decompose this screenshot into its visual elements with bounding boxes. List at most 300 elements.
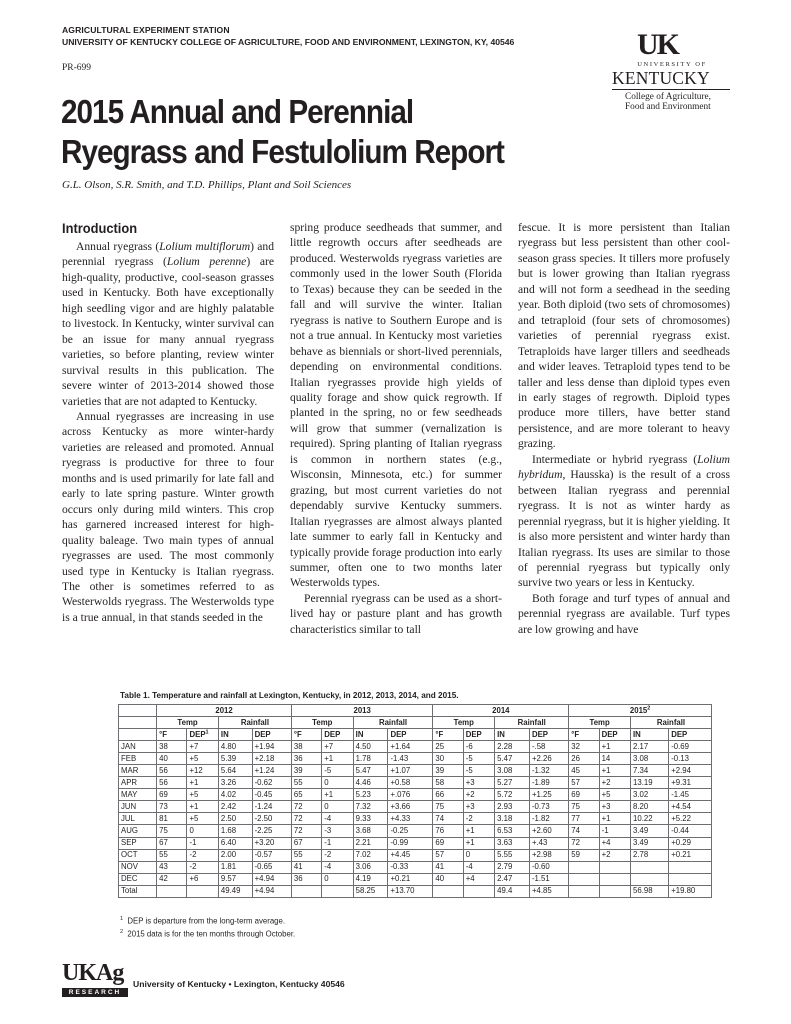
table-cell: +4.94	[252, 873, 291, 885]
month-cell: JUL	[119, 813, 157, 825]
table-cell: 76	[433, 825, 463, 837]
table-cell	[291, 885, 321, 897]
table-cell: +5	[187, 789, 218, 801]
dep-header	[322, 729, 353, 741]
table-cell: +1.07	[388, 765, 433, 777]
table-cell: 41	[291, 861, 321, 873]
research-bar: RESEARCH	[62, 988, 128, 997]
table-cell: 77	[569, 813, 599, 825]
table-cell: 69	[157, 789, 187, 801]
table-cell: 40	[433, 873, 463, 885]
table-cell: +3	[463, 777, 494, 789]
table-cell: -4	[322, 813, 353, 825]
logo-kentucky: KENTUCKY	[612, 68, 710, 88]
table-cell: 2.79	[495, 861, 530, 873]
table-cell: 32	[569, 741, 599, 753]
table-cell: +4.33	[388, 813, 433, 825]
table-row	[119, 825, 712, 837]
p1-text-b: ) and perennial ryegrass (	[62, 240, 274, 269]
table-cell: -1.45	[669, 789, 712, 801]
table-row	[119, 777, 712, 789]
table-row	[119, 849, 712, 861]
table-cell: +5.22	[669, 813, 712, 825]
table-cell: +7	[322, 741, 353, 753]
table-cell: -5	[463, 765, 494, 777]
month-cell: FEB	[119, 753, 157, 765]
station-header: AGRICULTURAL EXPERIMENT STATION	[62, 25, 230, 35]
table-cell: 38	[291, 741, 321, 753]
table-cell: 75	[569, 801, 599, 813]
table-cell: -1	[187, 837, 218, 849]
table-cell: 38	[157, 741, 187, 753]
table-cell: 36	[291, 753, 321, 765]
table-cell: 3.49	[631, 837, 669, 849]
p4-text-a: Intermediate or hybrid ryegrass (	[532, 452, 698, 466]
table-cell: 1.78	[353, 753, 388, 765]
table-cell: +4.54	[669, 801, 712, 813]
table-cell: +12	[187, 765, 218, 777]
table-cell: 39	[433, 765, 463, 777]
table-cell: +1	[322, 789, 353, 801]
sub-header-label: DEP	[601, 729, 618, 739]
table-cell: 3.26	[218, 777, 252, 789]
table-cell: 13.19	[631, 777, 669, 789]
table-cell: +2.18	[252, 753, 291, 765]
table-cell: -0.33	[388, 861, 433, 873]
table-cell: -6	[463, 741, 494, 753]
table-cell: +2.60	[529, 825, 568, 837]
page-title	[61, 92, 529, 172]
table-cell: 1.68	[218, 825, 252, 837]
table-cell: -0.57	[252, 849, 291, 861]
table-cell: -2.50	[252, 813, 291, 825]
logo-college-line2: Food and Environment	[625, 102, 711, 112]
sub-header-label: DEP	[390, 729, 407, 739]
sub-header-label: °F	[435, 729, 444, 739]
paragraph-3: Perennial ryegrass can be used as a short-lived hay or pasture plant and has growth characteristics similar to tall	[290, 591, 502, 636]
table-cell: -1.51	[529, 873, 568, 885]
table-cell: 65	[291, 789, 321, 801]
table-cell: 0	[463, 849, 494, 861]
table-cell: 3.49	[631, 825, 669, 837]
table-cell: 42	[157, 873, 187, 885]
sub-header-label: DEP	[465, 729, 482, 739]
table-cell: -0.45	[252, 789, 291, 801]
table-cell: -0.62	[252, 777, 291, 789]
college-address-header: UNIVERSITY OF KENTUCKY COLLEGE OF AGRICULTURE, FOOD AND ENVIRONMENT, LEXINGTON, KY, 40546	[62, 37, 515, 47]
table-cell	[669, 861, 712, 873]
table-cell: 57	[433, 849, 463, 861]
table-cell: +1	[599, 813, 630, 825]
table-cell: 9.57	[218, 873, 252, 885]
table-row	[119, 837, 712, 849]
table-cell: +9.31	[669, 777, 712, 789]
footnote-1-number: 1	[120, 916, 124, 922]
table-cell: 0	[322, 777, 353, 789]
month-cell: Total	[119, 885, 157, 897]
year-header: 2013	[291, 705, 432, 717]
table-cell: 3.63	[495, 837, 530, 849]
table-cell: -2	[463, 813, 494, 825]
table-cell: 5.47	[495, 753, 530, 765]
table-cell: 26	[569, 753, 599, 765]
table-cell	[569, 861, 599, 873]
table-row	[119, 741, 712, 753]
table-cell: +0.21	[388, 873, 433, 885]
table-cell: -1.82	[529, 813, 568, 825]
table-cell	[599, 861, 630, 873]
table-cell: 81	[157, 813, 187, 825]
table-cell: 2.93	[495, 801, 530, 813]
year-header: 2012	[157, 705, 292, 717]
table-cell: +4.85	[529, 885, 568, 897]
p4-text-b: , Hausska) is the result of a cross between Italian ryegrass and perennial ryegrass. It is not as winter hardy as perennial ryegrass, but it is higher yielding. It is also more persistent and winter hardy than Italian ryegrass. Its uses are similar to those of perennial ryegrass but typically only survive two years or less in Kentucky.	[518, 468, 730, 590]
table-row	[119, 765, 712, 777]
table-cell: -0.25	[388, 825, 433, 837]
table-cell: +1	[463, 825, 494, 837]
table-cell: +13.70	[388, 885, 433, 897]
table-cell: -0.99	[388, 837, 433, 849]
table-cell: +3	[599, 801, 630, 813]
sub-header-label: DEP	[671, 729, 688, 739]
month-cell: JUN	[119, 801, 157, 813]
table-cell: 7.02	[353, 849, 388, 861]
table-cell: 9.33	[353, 813, 388, 825]
sub-header-label: IN	[497, 729, 505, 739]
table-cell: 59	[569, 849, 599, 861]
sub-header-label: °F	[293, 729, 302, 739]
footnote-1	[120, 914, 295, 927]
table-cell: 69	[433, 837, 463, 849]
rainfall-group-header: Rainfall	[631, 717, 712, 729]
dep-header	[187, 729, 218, 741]
ukag-research-logo	[62, 960, 130, 998]
uk-college-logo	[608, 28, 733, 118]
text-column-1	[62, 220, 274, 625]
fahrenheit-header	[569, 729, 599, 741]
inches-header	[218, 729, 252, 741]
table-cell: -1.89	[529, 777, 568, 789]
weather-table	[118, 704, 712, 898]
table-cell: -4	[322, 861, 353, 873]
ukag-wordmark: UKAg	[62, 960, 124, 986]
logo-university-of: UNIVERSITY OF	[637, 61, 707, 68]
table-cell: +2.98	[529, 849, 568, 861]
table-cell: 55	[291, 777, 321, 789]
table-cell: +2	[599, 849, 630, 861]
paragraph-5: Both forage and turf types of annual and perennial ryegrass are available. Turf types are low growing and have	[518, 591, 730, 636]
table-cell: -1.32	[529, 765, 568, 777]
month-cell: APR	[119, 777, 157, 789]
sub-header-label: IN	[633, 729, 641, 739]
table-cell: +1.94	[252, 741, 291, 753]
fahrenheit-header	[291, 729, 321, 741]
table-cell: -0.73	[529, 801, 568, 813]
table-cell: 74	[569, 825, 599, 837]
table-cell: -2.25	[252, 825, 291, 837]
table-cell: +1	[599, 741, 630, 753]
table-cell: 2.00	[218, 849, 252, 861]
table-cell: -5	[322, 765, 353, 777]
footnote-2-number: 2	[120, 928, 124, 935]
footnote-mark-1: 1	[205, 729, 209, 736]
table-cell: +.43	[529, 837, 568, 849]
table-cell: -5	[463, 753, 494, 765]
table-cell: 72	[291, 825, 321, 837]
table-cell: 56	[157, 765, 187, 777]
dep-header	[252, 729, 291, 741]
table-cell: 75	[433, 801, 463, 813]
table-cell: 69	[569, 789, 599, 801]
table-cell	[187, 885, 218, 897]
title-line1: 2015 Annual and Perennial	[61, 93, 414, 130]
table-cell: 5.64	[218, 765, 252, 777]
table-cell: +1	[599, 765, 630, 777]
table-cell	[669, 873, 712, 885]
table-year-row	[119, 705, 712, 717]
table-cell: +1	[322, 753, 353, 765]
table-cell: 6.53	[495, 825, 530, 837]
table-cell: 0	[322, 873, 353, 885]
rainfall-group-header: Rainfall	[218, 717, 291, 729]
table-cell: +1	[187, 777, 218, 789]
text-column-2	[290, 220, 502, 637]
fahrenheit-header	[433, 729, 463, 741]
table-cell: 7.32	[353, 801, 388, 813]
table-cell: +19.80	[669, 885, 712, 897]
logo-rule	[612, 89, 730, 90]
table-cell	[569, 885, 599, 897]
month-cell: DEC	[119, 873, 157, 885]
table-cell	[433, 885, 463, 897]
table-cell: 5.47	[353, 765, 388, 777]
table-cell: -3	[322, 825, 353, 837]
table-cell: -2	[187, 849, 218, 861]
sub-header-label: IN	[220, 729, 229, 739]
logo-college-line1: College of Agriculture,	[625, 92, 711, 102]
table-cell: 10.22	[631, 813, 669, 825]
table-cell: 1.81	[218, 861, 252, 873]
footnote-2-text: 2015 data is for the ten months through October.	[127, 929, 296, 939]
table-cell	[599, 885, 630, 897]
table-cell: 3.18	[495, 813, 530, 825]
month-cell: SEP	[119, 837, 157, 849]
table-cell: -1.24	[252, 801, 291, 813]
table-cell: 75	[157, 825, 187, 837]
table-cell: 41	[433, 861, 463, 873]
table-cell: +6	[187, 873, 218, 885]
table-cell: 72	[569, 837, 599, 849]
table-cell: 67	[157, 837, 187, 849]
table-cell: 72	[291, 801, 321, 813]
month-cell: NOV	[119, 861, 157, 873]
table-cell: -4	[463, 861, 494, 873]
year-header	[569, 705, 712, 717]
dep-header	[463, 729, 494, 741]
p1-text-a: Annual ryegrass (	[76, 240, 160, 253]
table-cell: 67	[291, 837, 321, 849]
table-cell: 6.40	[218, 837, 252, 849]
inches-header	[631, 729, 669, 741]
sub-header-label: °F	[571, 729, 580, 739]
p1-italic-a: Lolium multiflorum	[159, 240, 251, 253]
footnote-2	[120, 927, 295, 940]
table-cell: +1.25	[529, 789, 568, 801]
paragraph-4	[518, 452, 730, 591]
table-cell: 4.19	[353, 873, 388, 885]
table-cell: +7	[187, 741, 218, 753]
table-group-row	[119, 717, 712, 729]
text-column-3	[518, 220, 730, 637]
table-corner	[119, 705, 157, 717]
table-cell	[631, 873, 669, 885]
table-cell: -1.43	[388, 753, 433, 765]
dep-header	[388, 729, 433, 741]
table-cell: 5.27	[495, 777, 530, 789]
table-cell: 3.02	[631, 789, 669, 801]
sub-header-label: DEP	[531, 729, 548, 739]
table-cell	[631, 861, 669, 873]
table-cell: +1	[187, 801, 218, 813]
footer-address: University of Kentucky • Lexington, Kentucky 40546	[133, 979, 345, 989]
table-cell: 25	[433, 741, 463, 753]
table-cell: -2	[322, 849, 353, 861]
publication-number: PR-699	[62, 63, 92, 73]
table-cell: 3.08	[495, 765, 530, 777]
table-cell: 5.55	[495, 849, 530, 861]
table-cell: 66	[433, 789, 463, 801]
table-cell: -2	[187, 861, 218, 873]
table-cell: 7.34	[631, 765, 669, 777]
table-cell: -1	[322, 837, 353, 849]
table-cell: +2	[463, 789, 494, 801]
paragraph-2-continued: spring produce seedheads that summer, and little regrowth occurs after seedheads are produced. Westerwolds ryegrass varieties are commonly used in the lower South (Florida to Texas) because they can be seeded in the fall and will survive the winter. Italian ryegrass is native to Southern Europe and is not a true annual. In Kentucky most varieties behave as biennials or short-lived perennials, depending on environmental conditions. Italian ryegrasses provide high yields of quality forage and show quick regrowth. If planted in the spring, no or few seedheads will grow that summer (vernalization is required). Spring planting of Italian ryegrass is common in northern states (e.g., Wisconsin, Minnesota, etc.) for summer grazing, but most current varieties do not dependably survive Kentucky summers. Italian ryegrasses are almost always planted late summer to early fall in Kentucky and typically provide forage production into early summer, often one to two months later Westerwolds types.	[290, 221, 502, 590]
table-cell: +4	[463, 873, 494, 885]
table-caption: Table 1. Temperature and rainfall at Lexington, Kentucky, in 2012, 2013, 2014, and 2015.	[120, 691, 459, 700]
dep-header	[669, 729, 712, 741]
table-cell: +2.26	[529, 753, 568, 765]
month-cell: MAR	[119, 765, 157, 777]
table-cell: -.58	[529, 741, 568, 753]
table-cell: 55	[291, 849, 321, 861]
fahrenheit-header	[157, 729, 187, 741]
sub-header-label: DEP	[324, 729, 341, 739]
table-cell: 40	[157, 753, 187, 765]
table-cell: 73	[157, 801, 187, 813]
table-corner	[119, 729, 157, 741]
table-corner	[119, 717, 157, 729]
dep-header	[599, 729, 630, 741]
temp-group-header: Temp	[569, 717, 631, 729]
table-footnotes	[120, 914, 295, 939]
table-cell: -0.65	[252, 861, 291, 873]
table-cell: 3.08	[631, 753, 669, 765]
section-heading-introduction: Introduction	[62, 220, 138, 236]
p1-italic-b: Lolium perenne	[166, 255, 247, 269]
table-cell: 14	[599, 753, 630, 765]
table-cell: 2.50	[218, 813, 252, 825]
table-cell: 2.47	[495, 873, 530, 885]
table-cell: +5	[187, 753, 218, 765]
table-cell: 4.50	[353, 741, 388, 753]
table-row	[119, 885, 712, 897]
title-line2: Ryegrass and Festulolium Report	[61, 133, 504, 170]
year-2015-label: 2015	[629, 705, 648, 715]
uk-monogram: UK	[637, 28, 678, 61]
table-cell: +1	[463, 837, 494, 849]
year-header: 2014	[433, 705, 569, 717]
table-cell: +2	[599, 777, 630, 789]
table-row	[119, 801, 712, 813]
table-cell	[322, 885, 353, 897]
table-cell: +.076	[388, 789, 433, 801]
table-cell: +0.29	[669, 837, 712, 849]
month-cell: JAN	[119, 741, 157, 753]
table-cell	[463, 885, 494, 897]
table-cell: 58	[433, 777, 463, 789]
table-cell: +5	[599, 789, 630, 801]
table-cell: +4.94	[252, 885, 291, 897]
paragraph-2: Annual ryegrasses are increasing in use across Kentucky as more winter-hardy varieties are released and promoted. Annual ryegrass is productive for three to four months and is used primarily for late fall and early to late spring pasture. Winter growth occurs only during mild winters. This crop has garnered increased interest for high-quality baleage. Two main types of annual ryegrasses are used. The most commonly used type in Kentucky is Italian ryegrass. The other is sometimes referred to as Westerwolds ryegrass. The Westerwolds type is a true annual, in that stands seeded in the	[62, 409, 274, 624]
month-cell: OCT	[119, 849, 157, 861]
table-cell: 57	[569, 777, 599, 789]
temp-group-header: Temp	[433, 717, 495, 729]
table-cell: -0.44	[669, 825, 712, 837]
table-cell: 72	[291, 813, 321, 825]
table-cell: 4.02	[218, 789, 252, 801]
table-cell: +0.58	[388, 777, 433, 789]
table-cell: 39	[291, 765, 321, 777]
table-cell	[599, 873, 630, 885]
table-cell: -0.13	[669, 753, 712, 765]
table-cell: +1.24	[252, 765, 291, 777]
rainfall-group-header: Rainfall	[353, 717, 433, 729]
table-cell: +4	[599, 837, 630, 849]
table-cell: 0	[322, 801, 353, 813]
table-cell: -1	[599, 825, 630, 837]
sub-header-label: °F	[159, 729, 168, 739]
table-sub-row	[119, 729, 712, 741]
footnote-mark-2: 2	[647, 704, 651, 711]
table-cell: 2.78	[631, 849, 669, 861]
table-cell: 5.72	[495, 789, 530, 801]
dep-header	[529, 729, 568, 741]
table-cell: 43	[157, 861, 187, 873]
temp-group-header: Temp	[291, 717, 353, 729]
table-cell: 58.25	[353, 885, 388, 897]
table-cell: 5.39	[218, 753, 252, 765]
table-cell: 4.80	[218, 741, 252, 753]
table-cell: 2.21	[353, 837, 388, 849]
table-cell: 2.28	[495, 741, 530, 753]
table-cell: 55	[157, 849, 187, 861]
table-row	[119, 753, 712, 765]
table-cell: +5	[187, 813, 218, 825]
rainfall-group-header: Rainfall	[495, 717, 569, 729]
table-cell: 3.06	[353, 861, 388, 873]
table-cell: 49.49	[218, 885, 252, 897]
table-cell: 5.23	[353, 789, 388, 801]
paragraph-1	[62, 239, 274, 409]
table-row	[119, 789, 712, 801]
inches-header	[495, 729, 530, 741]
table-cell: +1.64	[388, 741, 433, 753]
table-cell: +2.94	[669, 765, 712, 777]
table-cell: 56	[157, 777, 187, 789]
table-cell: +4.45	[388, 849, 433, 861]
table-cell: -0.69	[669, 741, 712, 753]
table-cell: 2.17	[631, 741, 669, 753]
